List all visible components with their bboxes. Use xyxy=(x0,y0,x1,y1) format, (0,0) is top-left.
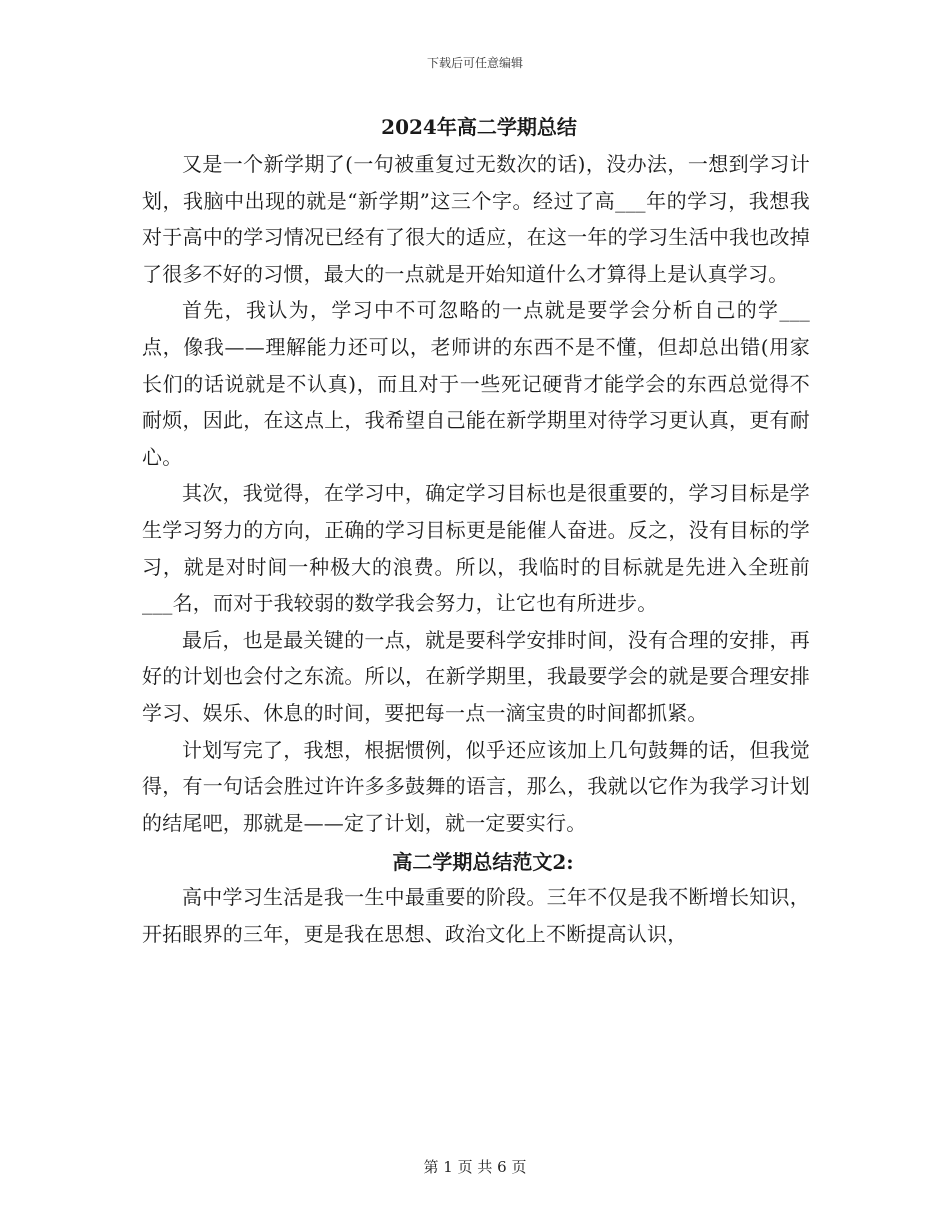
page-number-footer: 第 1 页 共 6 页 xyxy=(423,1158,527,1176)
paragraph: 计划写完了，我想，根据惯例，似乎还应该加上几句鼓舞的话，但我觉得，有一句话会胜过许许多多鼓舞的语言，那么，我就以它作为我学习计划的结尾吧，那就是——定了计划，就一定要实行。 xyxy=(142,737,810,835)
paragraph: 其次，我觉得，在学习中，确定学习目标也是很重要的，学习目标是学生学习努力的方向，正确的学习目标更是能催人奋进。反之，没有目标的学习，就是对时间一种极大的浪费。所以，我临时的目标就是先进入全班前___名，而对于我较弱的数学我会努力，让它也有所进步。 xyxy=(142,481,810,616)
section-subtitle: 高二学期总结范文2: xyxy=(392,850,574,875)
paragraph: 首先，我认为，学习中不可忽略的一点就是要学会分析自己的学___点，像我——理解能力还可以，老师讲的东西不是不懂，但却总出错(用家长们的话说就是不认真)，而且对于一些死记硬背才能学会的东西总觉得不耐烦，因此，在这点上，我希望自己能在新学期里对待学习更认真，更有耐心。 xyxy=(142,298,810,469)
document-body xyxy=(142,110,810,952)
document-title: 2024年高二学期总结 xyxy=(381,115,577,139)
paragraph: 最后，也是最关键的一点，就是要科学安排时间，没有合理的安排，再好的计划也会付之东流。所以，在新学期里，我最要学会的就是要合理安排学习、娱乐、休息的时间，要把每一点一滴宝贵的时间都抓紧。 xyxy=(142,627,810,725)
page-header-note: 下载后可任意编辑 xyxy=(426,56,523,70)
paragraph: 高中学习生活是我一生中最重要的阶段。三年不仅是我不断增长知识，开拓眼界的三年，更是我在思想、政治文化上不断提高认识， xyxy=(142,885,810,946)
paragraph: 又是一个新学期了(一句被重复过无数次的话)，没办法，一想到学习计划，我脑中出现的就是“新学期”这三个字。经过了高___年的学习，我想我对于高中的学习情况已经有了很大的适应，在这一年的学习生活中我也改掉了很多不好的习惯，最大的一点就是开始知道什么才算得上是认真学习。 xyxy=(142,152,810,286)
